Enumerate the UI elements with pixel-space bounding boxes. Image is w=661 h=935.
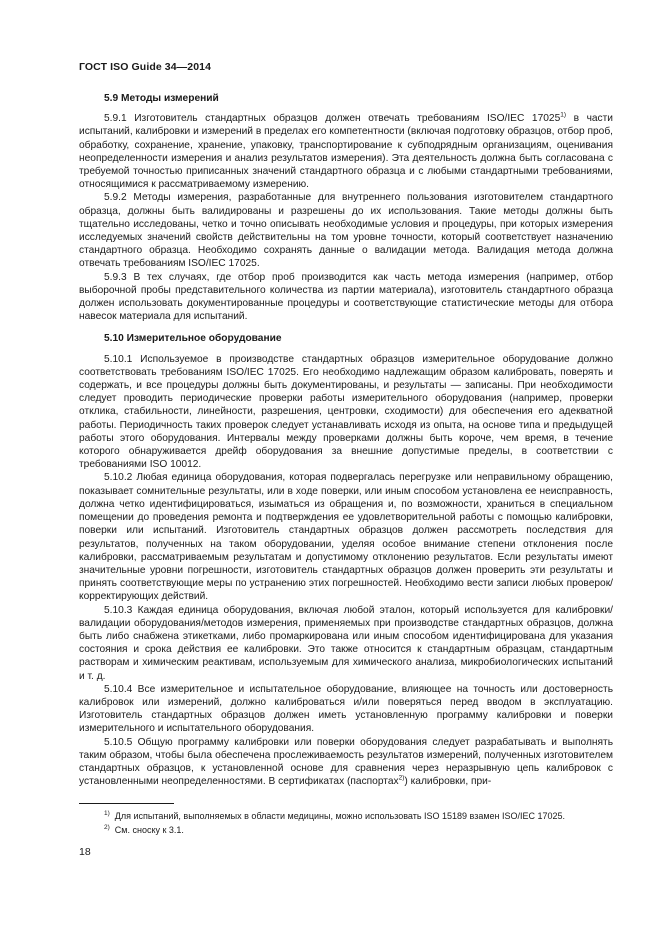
footnote-text: См. сноску к 3.1. [114, 825, 184, 835]
section-heading-5-10: 5.10 Измерительное оборудование [104, 333, 282, 345]
footnote-2 [104, 823, 614, 837]
paragraph-5-10-4: 5.10.4 Все измерительное и испытательное оборудование, влияющее на точность или достоверность калибровок или измерений, должно калиброваться и/или поверяться перед вводом в эксплуатацию. Изготовитель стандартных образцов должен иметь установленную программу калибровки и поверки измерительного и испытательного оборудования. [79, 683, 613, 735]
paragraph-5-10-2: 5.10.2 Любая единица оборудования, которая подвергалась перегрузке или неправильному обращению, показывает сомнительные результаты, или в ходе поверки, или иным способом установлена ее неисправность, должна четко идентифицироваться, изыматься из обращения и, по возможности, храниться в специальном помещении до проведения ремонта и подтверждения ее удовлетворительной работы с помощью калибровки, поверки или испытаний. Изготовитель стандартных образцов должен рассмотреть последствия для результатов, полученных на таком оборудовании, уделяя особое внимание степени отклонения после калибровки, рассматриваемым результатам и допустимому отклонению результатов. Если результаты имеют значительные уровни погрешности, изготовитель стандартных образцов должен проверить эти результаты и принять соответствующие меры по устранению этих погрешностей. Необходимо вести записи любых проверок/корректирующих действий. [79, 472, 613, 603]
paragraph-5-9-3: 5.9.3 В тех случаях, где отбор проб производится как часть метода измерения (например, отбор выборочной пробы представительного количества из партии материала), изготовитель стандартного образца должен использовать документированные процедуры и соответствующие статистические методы для отбора навесок материала для испытаний. [79, 271, 613, 323]
document-body [79, 92, 613, 788]
footnote-mark: 2) [104, 824, 110, 831]
page-number: 18 [79, 846, 91, 858]
document-header: ГОСТ ISO Guide 34—2014 [79, 61, 212, 73]
footnote-text: Для испытаний, выполняемых в области медицины, можно использовать ISO 15189 взамен ISO/IEC 17025. [114, 811, 566, 821]
footnote-separator [79, 803, 174, 804]
paragraph-5-10-3: 5.10.3 Каждая единица оборудования, включая любой эталон, который используется для калибровки/валидации оборудования/методов измерения, применяемых при производстве стандартных образцов, должна быть либо снабжена этикетками, либо промаркирована или иным способом идентифицирована для указания состояния и срока действия ее калибровки. Это также относится к стандартным образцам, стандартным растворам и химическим реактивам, используемым для химического анализа, микробиологических испытаний и т. д. [79, 604, 613, 682]
footnote-mark: 1) [104, 810, 110, 817]
paragraph-5-10-5: 5.10.5 Общую программу калибровки или поверки оборудования следует разрабатывать и выполнять таким образом, чтобы была обеспечена прослеживаемость результатов измерений, полученных изготовителем стандартных образцов, к установленной основе для сравнения через неразрывную цепь калибровок с установленными неопределенностями. В сертификатах (паспортах$^{2)}$) калибровки, при- [79, 736, 613, 788]
footnotes [104, 809, 614, 837]
section-heading-5-9: 5.9 Методы измерений [104, 93, 219, 104]
footnote-1 [104, 809, 614, 823]
paragraph-5-9-1: 5.9.1 Изготовитель стандартных образцов должен отвечать требованиям ISO/IEC 17025$^{1)}$ в части испытаний, калибровки и измерений в пределах его компетентности (включая подготовку образцов, отбор проб, обработку, сохранение, хранение, упаковку, транспортирование к субподрядным организациям, оценивания неопределенности измерения и анализ результатов измерения). Эта деятельность должна быть согласована с требуемой точностью приписанных значений стандартного образца и с любыми стандартными требованиями, относящимися к рассматриваемому измерению. [79, 111, 613, 191]
paragraph-5-9-2: 5.9.2 Методы измерения, разработанные для внутреннего пользования изготовителем стандартного образца, должны быть валидированы и разрешены до их использования. Такие методы должны быть тщательно исследованы, четко и точно описывать необходимые условия и процедуры, при которых измерения исследуемых значений свойств действительны на том уровне точности, который соответствует назначению стандартного образца. Необходимо сохранять данные о валидации метода. Валидация метода должна отвечать требованиям ISO/IEC 17025. [79, 192, 613, 270]
paragraph-5-10-1: 5.10.1 Используемое в производстве стандартных образцов измерительное оборудование должно соответствовать требованиям ISO/IEC 17025. Его необходимо надлежащим образом калибровать, поверять и содержать, и все процедуры должны быть документированы, и результаты — записаны. При необходимости следует проводить периодические проверки работы измерительного оборудования (например, проверки отклика, стабильности, линейности, разрешения, центровки, сходимости) для обеспечения его адекватной работы. Периодичность таких проверок следует устанавливать исходя из опыта, на основе типа и предыдущей работы этого оборудования. Интервалы между проверками должны быть короче, чем время, в течение которого обнаруживается дрейф оборудования за внешние допустимые пределы, в соответствии с требованиями ISO 10012. [79, 353, 613, 471]
footnote-ref-2: 2) [398, 774, 405, 782]
footnote-ref-1: 1) [560, 111, 567, 119]
